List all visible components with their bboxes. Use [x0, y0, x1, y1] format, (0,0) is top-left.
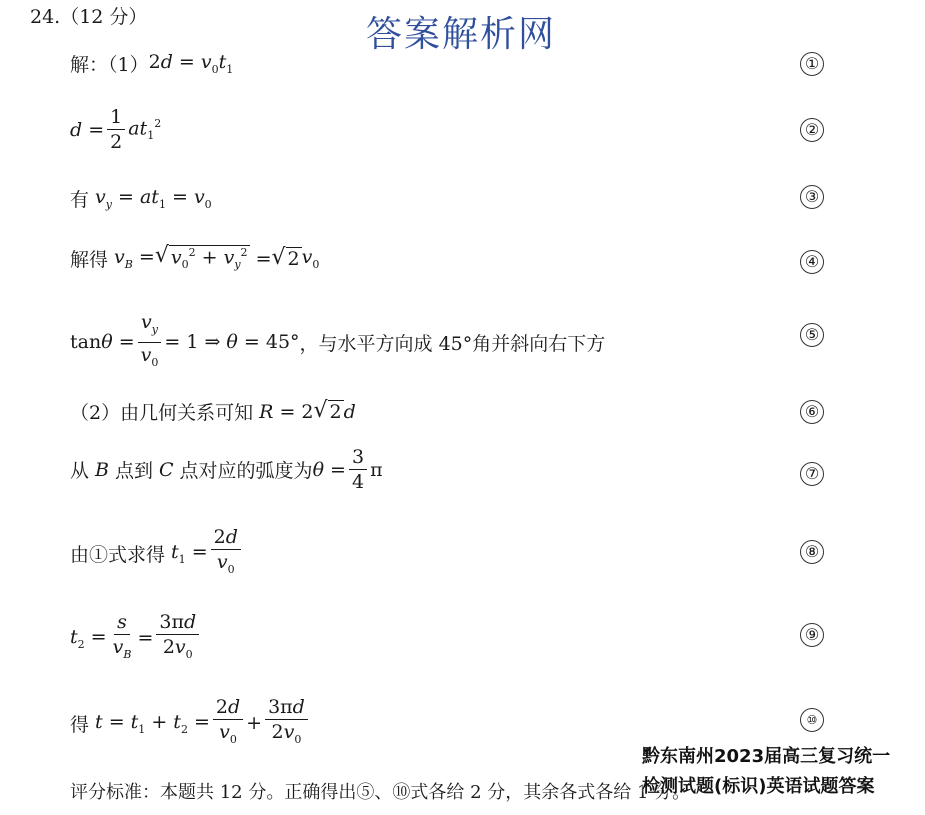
promo-line-2: 检测试题(标识)英语试题答案	[642, 776, 875, 797]
step-10-prefix: 得	[70, 713, 90, 736]
step-3-prefix: 有	[70, 189, 90, 211]
step-7-mid1: 点到	[114, 460, 153, 482]
step-6-prefix: （2）由几何关系可知	[70, 402, 254, 424]
equation-marker-1: ①	[800, 52, 824, 76]
equation-marker-9: ⑨	[800, 623, 824, 647]
equation-7: 从 B 点到 C 点对应的弧度为 θ = $\frac{3}{4}$ π	[70, 446, 383, 493]
scoring-criteria: 评分标准：本题共 12 分。正确得出⑤、⑩式各给 2 分，其余各式各给 1 分。	[70, 782, 691, 803]
point-b-label: B	[95, 458, 109, 481]
promo-line-1: 黔东南州2023届高三复习统一	[642, 746, 891, 767]
equation-5: tanθ = $\frac{v_y}{v_0}$ = 1 ⇒ θ = 45° ，与水平方向成 45°角并斜向右下方	[70, 311, 606, 369]
equation-10: 得 $t = t_1 + t_2$ = $\frac{2d}{v_0}$ + $\frac{3\pi d}{2v_0}$	[70, 695, 311, 752]
step-4-prefix: 解得	[70, 249, 109, 271]
step-8-prefix: 由①式求得	[70, 543, 166, 566]
question-number: 24.（12 分）	[30, 6, 148, 28]
step-5-suffix: ，与水平方向成 45°角并斜向右下方	[299, 332, 606, 355]
equation-marker-7: ⑦	[800, 462, 824, 486]
equation-marker-3: ③	[800, 185, 824, 209]
equation-9: $t_2$ = $\frac{s}{v_B}$ = $\frac{3\pi d}{2v_0}$	[70, 610, 202, 667]
step-7-prefix: 从	[70, 460, 90, 482]
equation-marker-8: ⑧	[800, 540, 824, 564]
equation-1: 解：（1） $2d = v_0t_1$	[70, 51, 234, 76]
equation-8: 由①式求得 $t_1$ = $\frac{2d}{v_0}$	[70, 525, 244, 582]
equation-3: 有 $v_y = at_1 = v_0$	[70, 186, 212, 211]
point-c-label: C	[159, 458, 174, 481]
step-1-prefix: 解：（1）	[70, 54, 149, 76]
equation-marker-10: ⑩	[800, 708, 824, 732]
equation-6: （2）由几何关系可知 R = 2 √ 2 d	[70, 398, 356, 424]
equation-marker-4: ④	[800, 250, 824, 274]
equation-marker-5: ⑤	[800, 323, 824, 347]
step-7-mid2: 点对应的弧度为	[179, 460, 313, 482]
watermark-logo: 答案解析网	[366, 14, 557, 55]
equation-marker-6: ⑥	[800, 400, 824, 424]
equation-2: d = $\frac{1}{2}$ $at_1^2$	[70, 106, 162, 153]
equation-4: 解得 $v_B$ = √ $v_0^2 + v_y^2$ = √ 2 $v_0$	[70, 243, 320, 272]
equation-marker-2: ②	[800, 118, 824, 142]
